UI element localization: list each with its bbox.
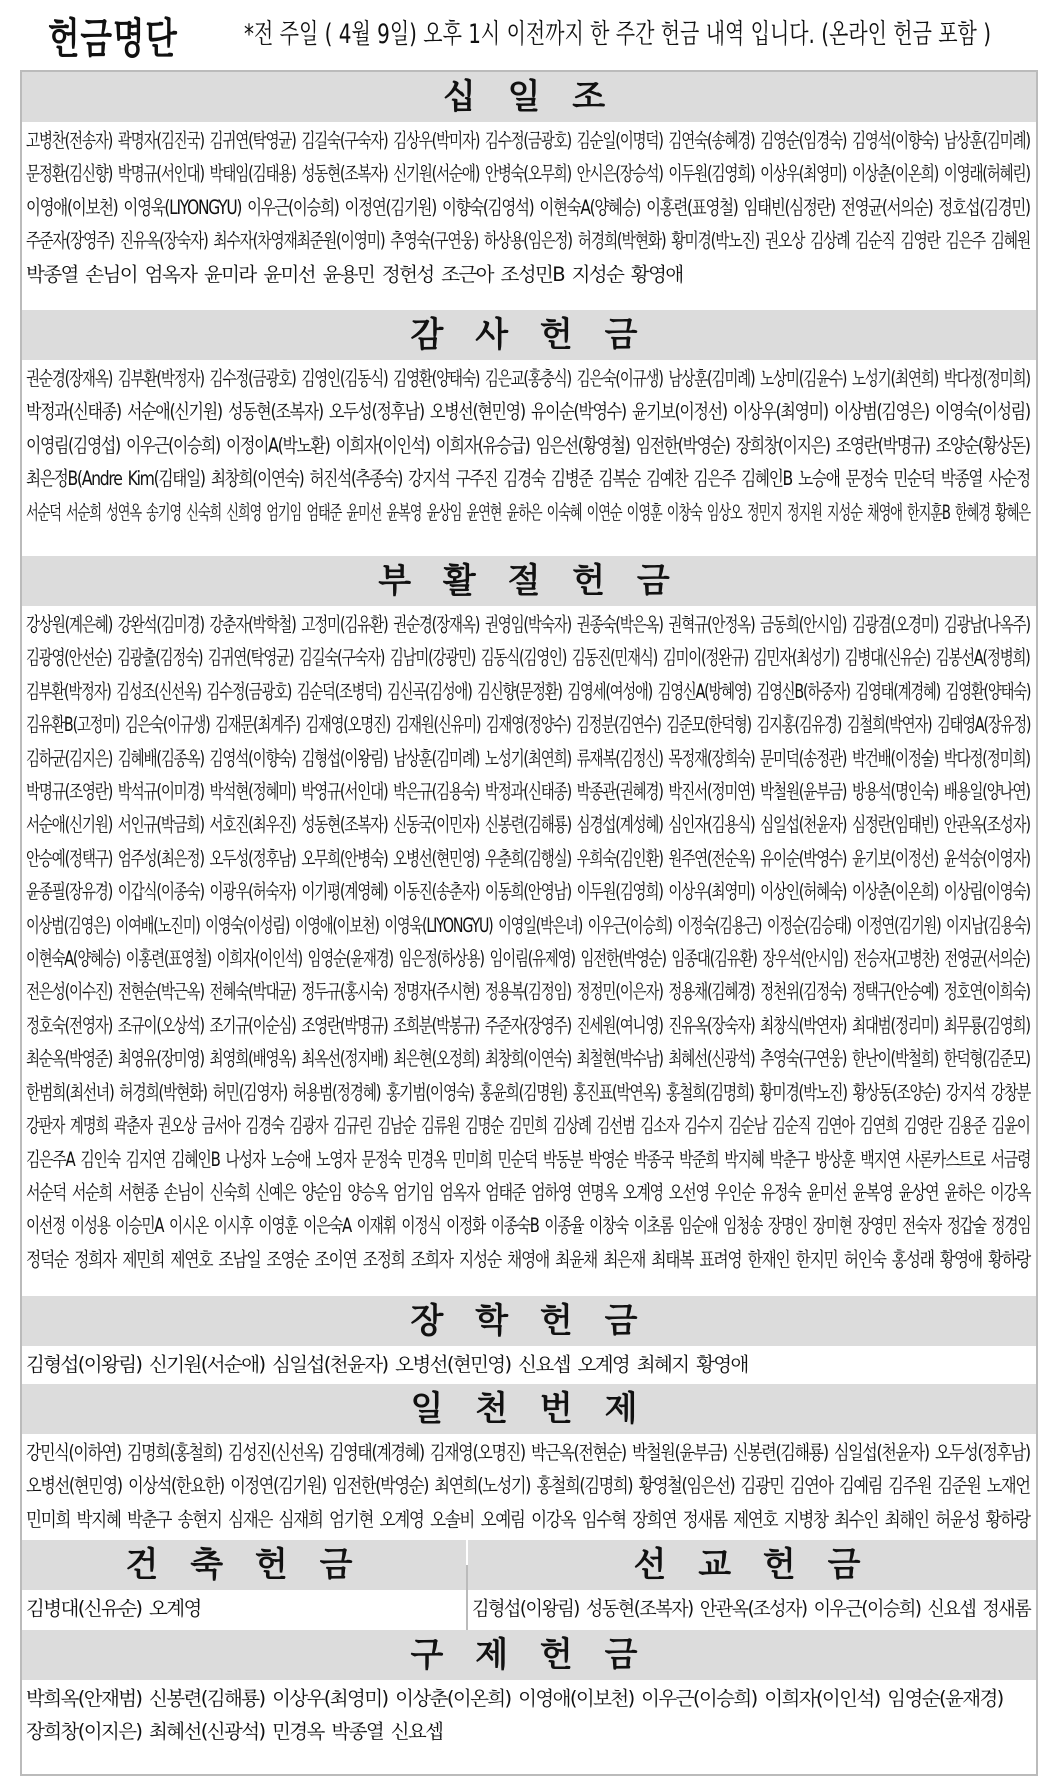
name-line: 서순덕 서순희 서현종 손님이 신숙희 신예은 양순임 양승옥 엄기임 엄옥자 엄태준 엄하영 연명옥 오계영 오선영 우인순 유정숙 윤미선 윤복영 윤상연 윤하은 이강옥	[26, 1180, 1031, 1204]
name-line: 이영애(이보천) 이영욱(LIYONGYU) 이우근(이승희) 이정연(김기원) 이향숙(김영석) 이현숙A(양혜승) 이홍련(표영철) 임태빈(심정란) 전영균(서의순) 정호섭(김경민)	[26, 195, 1030, 219]
name-line: 오병선(현민영) 이상석(한요한) 이정연(김기원) 임전한(박영순) 최연희(노성기) 홍철희(김명희) 황영철(임은선) 김광민 김연아 김예림 김주원 김준원 노재언	[26, 1474, 1030, 1498]
name-line: 문정환(김신향) 박명규(서인대) 박태임(김태용) 성동현(조복자) 신기원(서순애) 안병숙(오무희) 안시은(장승석) 이두원(김영희) 이상우(최영미) 이상춘(이온희) 이영래(허혜린)	[26, 162, 1030, 186]
name-line: 장희창(이지은) 최혜선(신광석) 민경옥 박종열 신요셉	[26, 1720, 443, 1744]
name-line: 윤종필(장유경) 이갑식(이종숙) 이광우(허숙자) 이기평(계영혜) 이동진(송춘자) 이동희(안영남) 이두원(김영희) 이상우(최영미) 이상인(허혜숙) 이상춘(이온희) 이상림(이영숙)	[26, 880, 1030, 904]
name-line: 강상원(계은혜) 강완석(김미경) 강춘자(박학철) 고정미(김유환) 권순경(장재옥) 권영임(박숙자) 권종숙(박은옥) 권혁규(안정옥) 금동희(안시임) 김광겸(오경미) 김광남(나옥주)	[26, 613, 1030, 636]
building-names	[26, 1592, 462, 1625]
name-line: 박희옥(안재범) 신봉련(김해룡) 이상우(최영미) 이상춘(이온희) 이영애(이보천) 이우근(이승희) 이희자(이인석) 임영순(윤재경)	[26, 1687, 1003, 1710]
scholarship-names	[26, 1348, 1034, 1381]
thousand-offering-names	[26, 1436, 1034, 1536]
period-note: *전 주일 ( 4월 9일) 오후 1시 이전까지 한 주간 헌금 내역 입니다. (온라인 헌금 포함 )	[244, 19, 991, 50]
relief-heading: 구 제 헌 금	[22, 1630, 1036, 1680]
tithe-heading: 십 일 조	[22, 72, 1036, 122]
name-line: 이상범(김영은) 이여배(노진미) 이영숙(이성림) 이영애(이보천) 이영욱(LIYONGYU) 이영일(박은녀) 이우근(이승희) 이정숙(김용근) 이정순(김승태) 이정연(김기원) 이지남(김용숙)	[26, 913, 1031, 937]
name-line: 권순경(장재옥) 김부환(박정자) 김수정(금광호) 김영인(김동식) 김영환(양태숙) 김은교(홍충식) 김은숙(이규생) 남상훈(김미례) 노상미(김윤수) 노성기(최연희) 박다정(정미희)	[26, 367, 1030, 390]
mission-heading: 선 교 헌 금	[468, 1540, 1036, 1590]
name-line: 안승예(정택구) 엄주성(최은정) 오두성(정후남) 오무희(안병숙) 오병선(현민영) 우춘희(김행실) 우희숙(김인환) 원주연(전순옥) 유이순(박영수) 윤기보(이정선) 윤석숭(이영자)	[26, 846, 1030, 870]
page-title: 헌금명단	[48, 14, 178, 63]
relief-names	[26, 1682, 1034, 1749]
name-line: 박명규(조영란) 박석규(이미경) 박석현(정혜미) 박영규(서인대) 박은규(김용숙) 박정과(신태종) 박종관(권혜경) 박진서(정미연) 박철원(윤부금) 방용석(명인숙) 배용일(양나연)	[26, 780, 1030, 804]
name-line: 정덕순 정희자 제민희 제연호 조남일 조영순 조이연 조정희 조희자 지성순 채영애 최윤채 최은재 최태복 표려영 한재인 한지민 허인숙 홍성래 황영애 황하랑	[26, 1247, 1030, 1271]
thousand-offering-heading: 일 천 번 제	[22, 1384, 1036, 1434]
name-line: 김광영(안선순) 김광출(김정숙) 김귀연(탁영균) 김길숙(구숙자) 김남미(강광민) 김동식(김영인) 김동진(민재식) 김미이(정완규) 김민자(최성기) 김병대(신유순) 김봉선A(정병희)	[26, 646, 1030, 670]
name-line: 서순애(신기원) 서인규(박금희) 서호진(최우진) 성동현(조복자) 신동국(이민자) 신봉련(김해룡) 심경섭(계성혜) 심인자(김용식) 심일섭(천윤자) 심정란(임태빈) 안관옥(조성자)	[26, 813, 1030, 837]
name-line: 박정과(신태종) 서순애(신기원) 성동현(조복자) 오두성(정후남) 오병선(현민영) 유이순(박영수) 윤기보(이정선) 이상우(최영미) 이상범(김영은) 이영숙(이성림)	[26, 400, 1030, 424]
name-line: 전은성(이수진) 전현순(박근옥) 전혜숙(박대균) 정두규(홍시숙) 정명자(주시현) 정용복(김정임) 정정민(이은자) 정용채(김혜경) 정천위(김정숙) 정택구(안승예) 정호연(이희숙)	[26, 980, 1030, 1004]
name-line: 김형섭(이왕림) 성동현(조복자) 안관옥(조성자) 이우근(이승희) 신요셉 정새롬	[472, 1597, 1031, 1620]
thanks-names	[26, 362, 1034, 529]
name-line: 강판자 계명희 곽춘자 권오상 금서아 김경숙 김광자 김규린 김남순 김류원 김명순 김민희 김상례 김선범 김소자 김수지 김순남 김순직 김연아 김연희 김영란 김용준 김윤이	[26, 1114, 1030, 1138]
name-line: 김부환(박정자) 김성조(신선옥) 김수정(금광호) 김순덕(조병덕) 김신곡(김성애) 김신향(문정환) 김영세(여성애) 김영신A(방혜영) 김영신B(하중자) 김영태(계경혜) 김영환(양태숙)	[26, 679, 1031, 703]
name-line: 김은주A 김인숙 김지연 김혜인B 나성자 노승애 노영자 문정숙 민경옥 민미희 민순덕 박동분 박영순 박종국 박준희 박지혜 박춘구 방상훈 백지연 사론카스트로 서금령	[26, 1147, 1031, 1171]
thanks-heading: 감 사 헌 금	[22, 310, 1036, 360]
scholarship-heading: 장 학 헌 금	[22, 1296, 1036, 1346]
name-line: 이영림(김영섭) 이우근(이승희) 이정이A(박노환) 이희자(이인석) 이희자(유승급) 임은선(황영철) 임전한(박영순) 장희창(이지은) 조영란(박명규) 조양순(황상돈)	[26, 433, 1030, 457]
tithe-names	[26, 124, 1034, 291]
name-line: 최은정B(Andre Kim(김태일) 최창희(이연숙) 허진석(추종숙) 강지석 구주진 김경숙 김병준 김복순 김예찬 김은주 김혜인B 노승애 문정숙 민순덕 박종열 사순정	[26, 467, 1030, 491]
name-line: 민미희 박지혜 박춘구 송현지 심재은 심재희 엄기현 오계영 오솔비 오예림 이강옥 임수혁 장희연 정새롬 제연호 지병창 최수인 최해인 허윤성 황하랑	[26, 1507, 1030, 1531]
name-line: 이현숙A(양혜승) 이홍련(표영철) 이희자(이인석) 임영순(윤재경) 임은정(하상용) 임이림(유제영) 임전한(박영순) 임종대(김유환) 장우석(안시임) 전승자(고병찬) 전영균(서의순)	[26, 947, 1030, 971]
name-line: 김형섭(이왕림) 신기원(서순애) 심일섭(천윤자) 오병선(현민영) 신요셉 오계영 최혜지 황영애	[26, 1353, 748, 1376]
name-line: 김유환B(고정미) 김은숙(이규생) 김재문(최계주) 김재영(오명진) 김재원(신유미) 김재영(정양수) 김정분(김연수) 김준모(한덕형) 김지홍(김유경) 김철희(박연자) 김태영A(장유정)	[26, 713, 1031, 737]
name-line: 고병찬(전송자) 곽명자(김진국) 김귀연(탁영균) 김길숙(구숙자) 김상우(박미자) 김수정(금광호) 김순일(이명덕) 김연숙(송혜경) 김영순(임경숙) 김영석(이향숙) 남상훈(김미례)	[26, 129, 1030, 152]
mission-names	[472, 1592, 1034, 1625]
easter-heading: 부 활 절 헌 금	[22, 556, 1036, 606]
name-line: 최순옥(박영준) 최영유(장미영) 최영희(배영옥) 최옥선(정지배) 최은현(오정희) 최창희(이연숙) 최철현(박수남) 최혜선(신광석) 추영숙(구연웅) 한난이(박철희) 한덕형(김준모)	[26, 1047, 1030, 1071]
name-line: 정호숙(전영자) 조규이(오상석) 조기규(이순심) 조영란(박명규) 조희분(박봉규) 주준자(장영주) 진세원(여니영) 진유옥(장숙자) 최창식(박연자) 최대범(정리미) 최무룡(김영희)	[26, 1013, 1030, 1037]
name-line: 박종열 손님이 엄옥자 윤미라 윤미선 윤용민 정헌성 조근아 조성민B 지성순 황영애	[26, 262, 683, 286]
page-header	[0, 0, 1058, 64]
name-line: 주준자(장영주) 진유옥(장숙자) 최수자(차영재최준원(이영미) 추영숙(구연웅) 하상용(임은정) 허경희(박현화) 황미경(박노진) 권오상 김상례 김순직 김영란 김은주 김혜원	[26, 229, 1030, 253]
name-line: 김병대(신유순) 오계영	[26, 1597, 201, 1620]
name-line: 강민식(이하연) 김명희(홍철희) 김성진(신선옥) 김영태(계경혜) 김재영(오명진) 박근옥(전현순) 박철원(윤부금) 신봉련(김해룡) 심일섭(천윤자) 오두성(정후남)	[26, 1441, 1030, 1464]
name-line: 김하균(김지은) 김혜배(김종옥) 김영석(이향숙) 김형섭(이왕림) 남상훈(김미례) 노성기(최연희) 류재복(김정신) 목정재(장희숙) 문미덕(송정관) 박건배(이정술) 박다정(정미희)	[26, 746, 1030, 770]
name-line: 서순덕 서순희 성연옥 송기영 신숙희 신희영 엄기임 엄태준 윤미선 윤복영 윤상임 윤연현 윤하은 이숙혜 이연순 이영훈 이창숙 임상오 정민지 정지원 지성순 채영애 한지훈B 한혜경 황혜은	[26, 500, 1030, 524]
name-line: 이선정 이성용 이승민A 이시온 이시후 이영훈 이은숙A 이재휘 이정식 이정화 이종숙B 이종율 이창숙 이초롬 임순애 임청송 장명인 장미현 장영민 전숙자 정갑술 정경임	[26, 1214, 1031, 1238]
building-heading: 건 축 헌 금	[22, 1540, 466, 1590]
easter-names	[26, 608, 1034, 1276]
name-line: 한범희(최선녀) 허경희(박현화) 허민(김영자) 허용범(정경혜) 홍기범(이영숙) 홍윤희(김명원) 홍진표(박연옥) 홍철희(김명희) 황미경(박노진) 황상동(조양순) 강지석 강창분	[26, 1080, 1031, 1104]
